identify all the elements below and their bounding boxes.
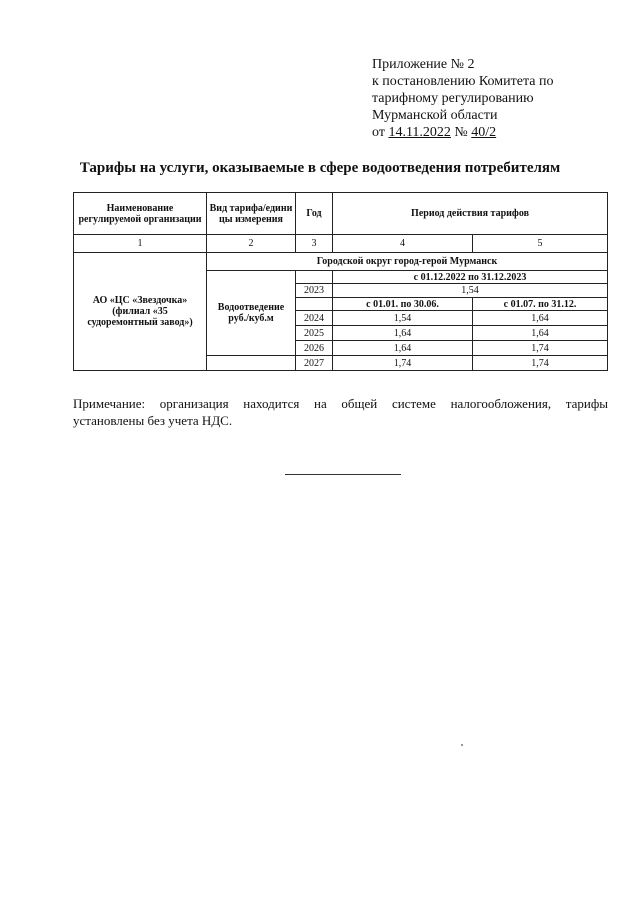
period-2023: с 01.12.2022 по 31.12.2023 bbox=[333, 271, 608, 284]
year-cell: 2025 bbox=[296, 326, 333, 341]
empty-cell bbox=[296, 298, 333, 311]
date-prefix: от bbox=[372, 125, 385, 140]
table-row bbox=[74, 253, 608, 271]
committee-line: тарифному регулированию bbox=[372, 91, 534, 106]
year-cell: 2023 bbox=[296, 284, 333, 298]
column-number-row bbox=[74, 235, 608, 253]
header-tariff-type: Вид тарифа/едини цы измерения bbox=[207, 193, 296, 235]
tariff-value: 1,64 bbox=[473, 311, 608, 326]
region-line: Мурманской области bbox=[372, 108, 498, 123]
tariff-value: 1,64 bbox=[333, 326, 473, 341]
half-year-2-header: с 01.07. по 31.12. bbox=[473, 298, 608, 311]
col-number-1: 1 bbox=[74, 235, 207, 253]
header-org: Наименование регулируемой организации bbox=[74, 193, 207, 235]
document-title: Тарифы на услуги, оказываемые в сфере водоотведения потребителям bbox=[79, 160, 561, 176]
col-number-2: 2 bbox=[207, 235, 296, 253]
year-cell: 2024 bbox=[296, 311, 333, 326]
end-divider bbox=[285, 474, 401, 475]
footnote-line-1: Примечание: организация находится на общей системе налогообложения, тарифы bbox=[73, 396, 608, 411]
footnote-line-2: установлены без учета НДС. bbox=[73, 413, 233, 428]
date-number-line bbox=[372, 124, 622, 141]
half-year-1-header: с 01.01. по 30.06. bbox=[333, 298, 473, 311]
tariff-type: Водоотведение руб./куб.м bbox=[207, 271, 296, 356]
region-name: Городской округ город-герой Мурманск bbox=[207, 253, 608, 271]
resolution-number: 40/2 bbox=[471, 125, 497, 140]
document-header bbox=[372, 56, 622, 141]
resolution-line: к постановлению Комитета по bbox=[372, 74, 554, 89]
tariff-value: 1,74 bbox=[473, 356, 608, 371]
tariff-value: 1,74 bbox=[333, 356, 473, 371]
empty-cell bbox=[207, 356, 296, 371]
tariff-value: 1,54 bbox=[333, 311, 473, 326]
resolution-date: 14.11.2022 bbox=[388, 125, 451, 140]
appendix-label: Приложение № 2 bbox=[372, 57, 475, 72]
organization-name: АО «ЦС «Звездочка» (филиал «35 судоремонтный завод») bbox=[74, 253, 207, 371]
tariff-value: 1,74 bbox=[473, 341, 608, 356]
tariff-value: 1,64 bbox=[473, 326, 608, 341]
tariff-table bbox=[73, 192, 608, 371]
year-cell: 2026 bbox=[296, 341, 333, 356]
year-cell: 2027 bbox=[296, 356, 333, 371]
col-number-5: 5 bbox=[473, 235, 608, 253]
col-number-3: 3 bbox=[296, 235, 333, 253]
tariff-value: 1,64 bbox=[333, 341, 473, 356]
col-number-4: 4 bbox=[333, 235, 473, 253]
number-sign: № bbox=[454, 125, 468, 140]
table-header-row bbox=[74, 193, 608, 235]
empty-cell bbox=[296, 271, 333, 284]
header-period: Период действия тарифов bbox=[333, 193, 608, 235]
scan-speck bbox=[461, 744, 463, 746]
footnote bbox=[73, 395, 608, 429]
header-year: Год bbox=[296, 193, 333, 235]
tariff-value: 1,54 bbox=[333, 284, 608, 298]
